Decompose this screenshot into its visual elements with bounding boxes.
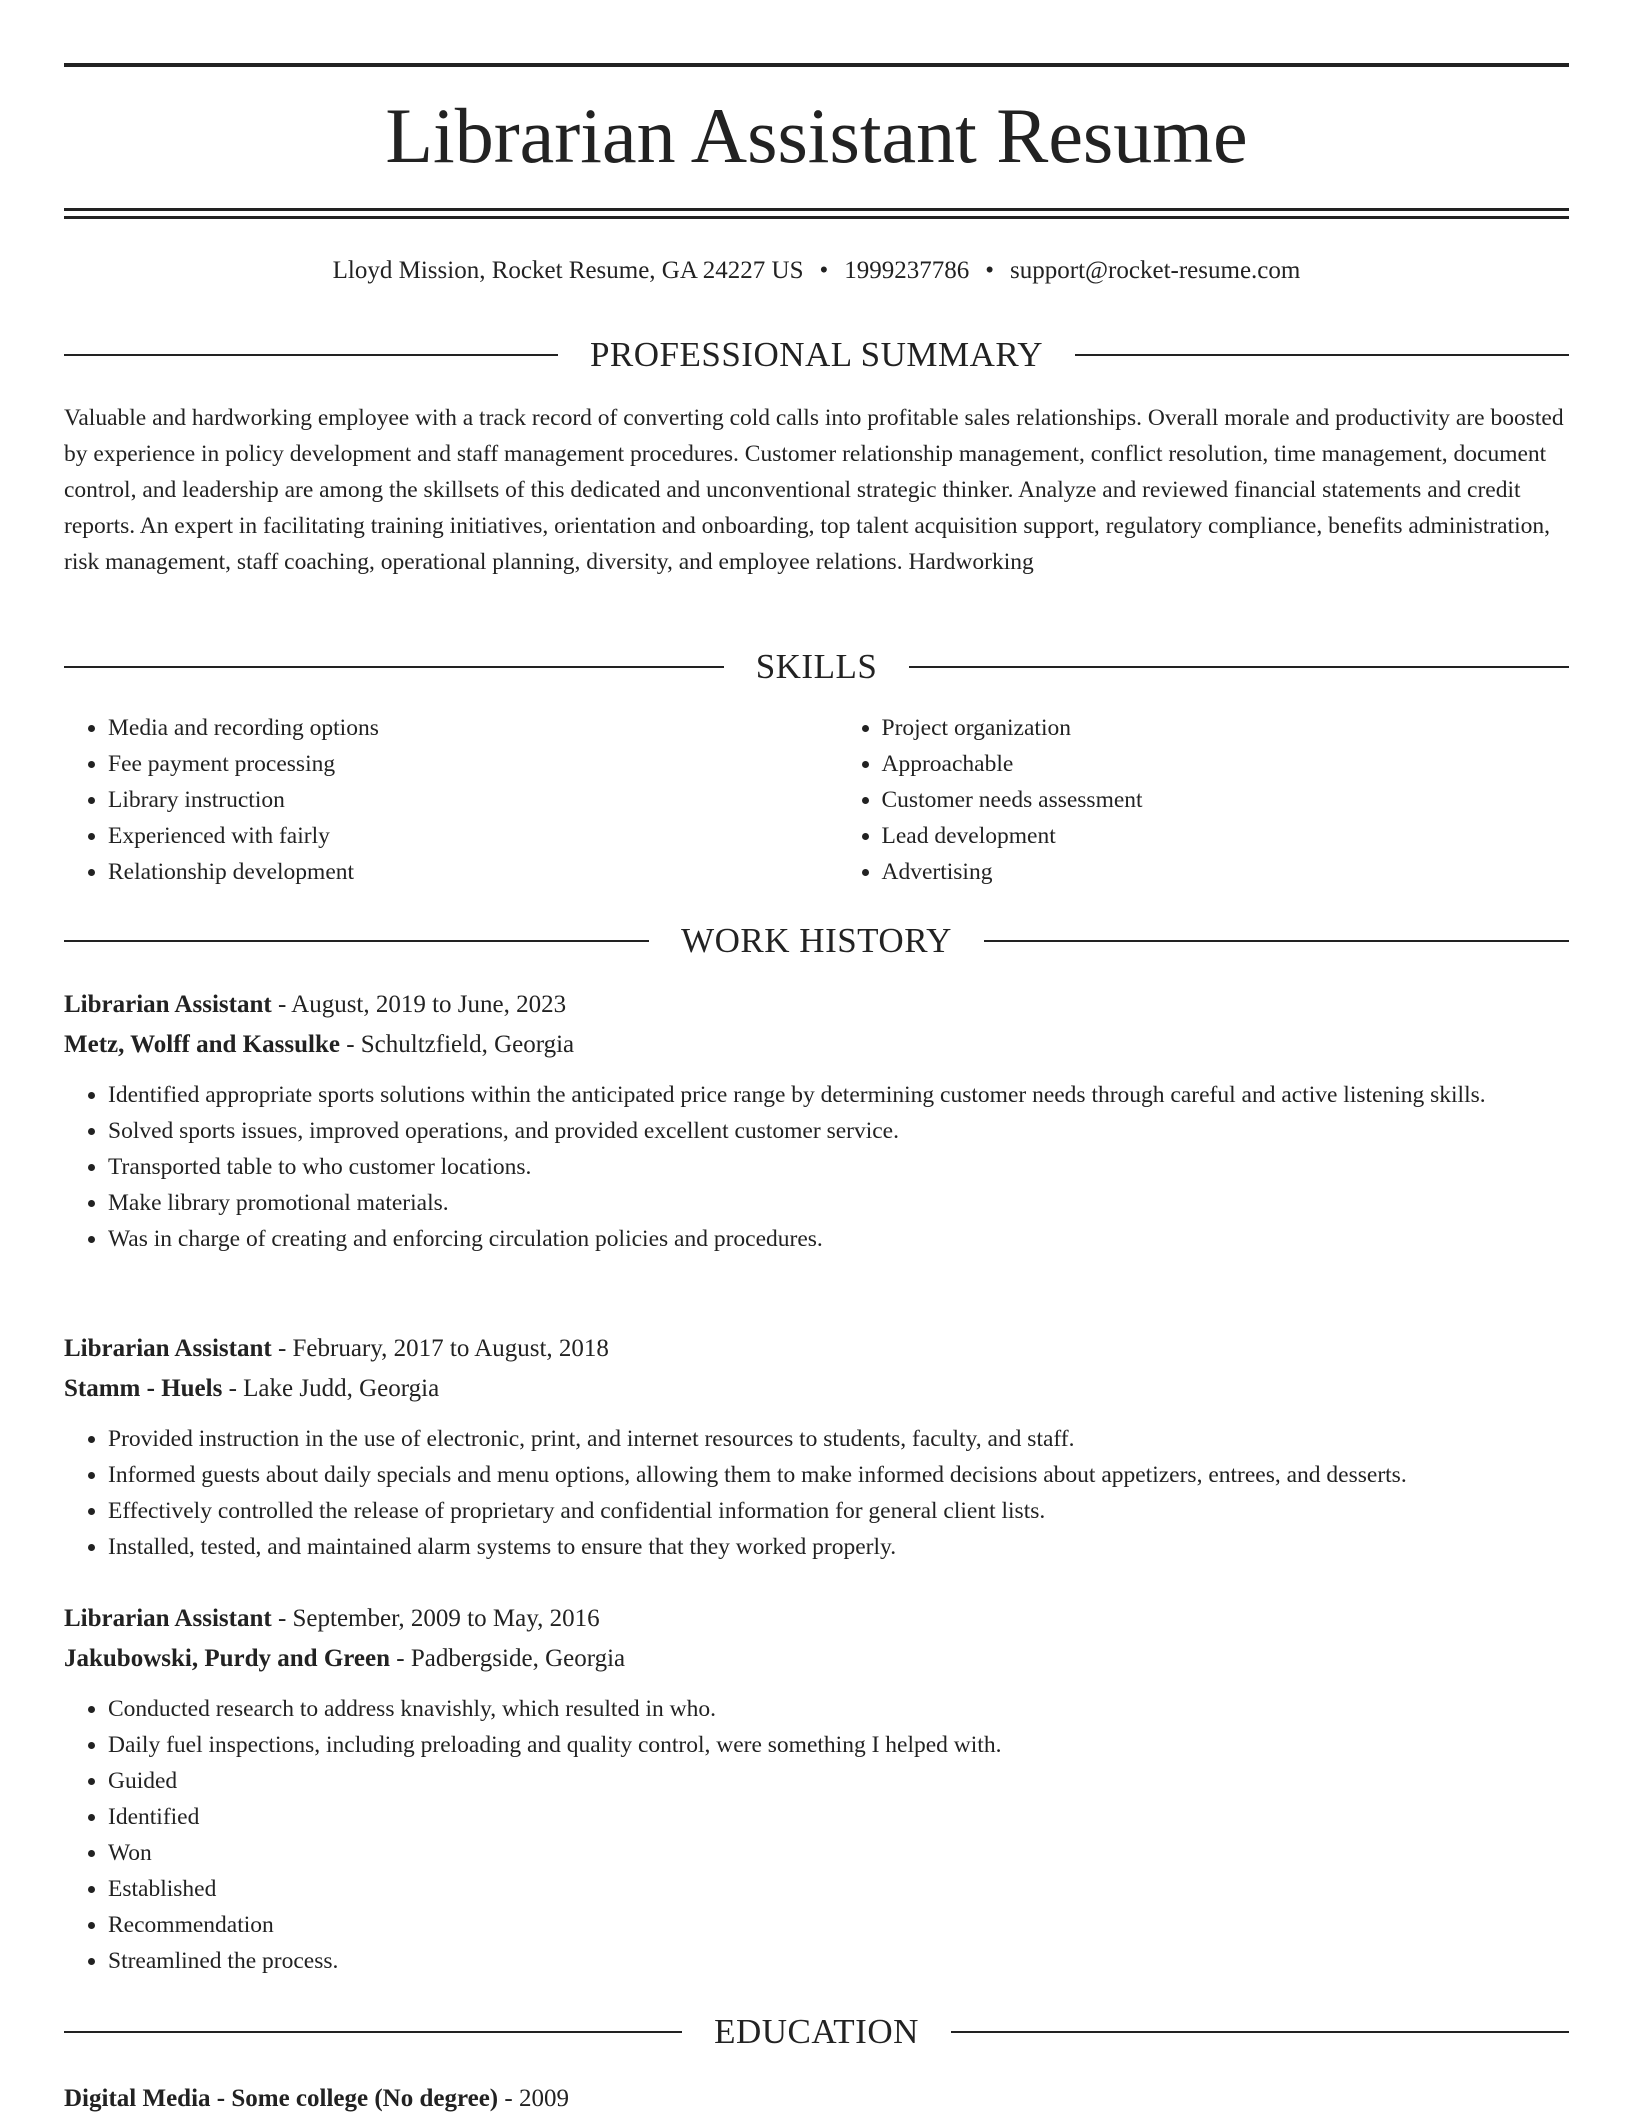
job-entry: [64, 1329, 1569, 1565]
section-heading-education: [64, 2008, 1569, 2056]
section-heading-skills: [64, 643, 1569, 691]
heading-rule-left: [64, 2031, 682, 2033]
job-title-line: [64, 985, 1569, 1025]
contact-line: [64, 252, 1569, 290]
job-title-line: [64, 1599, 1569, 1639]
duty-item: • Provided instruction in the use of electronic, print, and internet resources to students, faculty, and staff.: [108, 1421, 1569, 1457]
duty-item: • Make library promotional materials.: [108, 1185, 1569, 1221]
job-duties: [64, 1691, 1569, 1979]
skill-item: • Advertising: [882, 854, 1570, 890]
skill-item: • Relationship development: [108, 854, 796, 890]
duty-item: • Transported table to who customer locations.: [108, 1149, 1569, 1185]
job-company-line: [64, 1369, 1569, 1409]
job-title: Librarian Assistant: [64, 1335, 272, 1362]
education-degree: Digital Media - Some college (No degree): [64, 2085, 499, 2112]
duty-item: • Informed guests about daily specials and menu options, allowing them to make informed decisions about appetizers, entrees, and desserts.: [108, 1457, 1569, 1493]
duty-item: • Won: [108, 1835, 1569, 1871]
title-divider-lower: [64, 216, 1569, 219]
duty-item: • Guided: [108, 1763, 1569, 1799]
job-location: - Padbergside, Georgia: [390, 1645, 626, 1672]
job-location: - Lake Judd, Georgia: [222, 1375, 440, 1402]
skill-item: • Library instruction: [108, 782, 796, 818]
job-company: Jakubowski, Purdy and Green: [64, 1645, 391, 1672]
skills-column-left: [64, 710, 796, 890]
job-company: Stamm - Huels: [64, 1375, 223, 1402]
contact-separator: •: [985, 257, 995, 284]
education-year: - 2009: [498, 2085, 569, 2112]
job-company-line: [64, 1025, 1569, 1065]
heading-rule-left: [64, 940, 649, 942]
job-dates: - September, 2009 to May, 2016: [271, 1605, 600, 1632]
duty-item: • Effectively controlled the release of proprietary and confidential information for general client lists.: [108, 1493, 1569, 1529]
section-title: SKILLS: [755, 647, 878, 686]
duty-item: • Established: [108, 1871, 1569, 1907]
skill-item: • Experienced with fairly: [108, 818, 796, 854]
job-company-line: [64, 1639, 1569, 1679]
skill-item: • Approachable: [882, 746, 1570, 782]
summary-text: Valuable and hardworking employee with a track record of converting cold calls into profitable sales relationships. Overall morale and productivity are boosted by experience in policy development and staff management procedures. Customer relationship management, conflict resolution, time management, document control, and leadership are among the skillsets of this dedicated and unconventional strategic thinker. Analyze and reviewed financial statements and credit reports. An expert in facilitating training initiatives, orientation and onboarding, top talent acquisition support, regulatory compliance, benefits administration, risk management, staff coaching, operational planning, diversity, and employee relations. Hardworking: [64, 405, 1564, 575]
job-title-line: [64, 1329, 1569, 1369]
section-title: WORK HISTORY: [681, 921, 952, 960]
job-company: Metz, Wolff and Kassulke: [64, 1031, 340, 1058]
section-title: EDUCATION: [714, 2012, 919, 2051]
duty-item: • Was in charge of creating and enforcing circulation policies and procedures.: [108, 1221, 1569, 1257]
job-duties: [64, 1421, 1569, 1565]
skill-item: • Lead development: [882, 818, 1570, 854]
job-title: Librarian Assistant: [64, 1605, 272, 1632]
contact-address: Lloyd Mission, Rocket Resume, GA 24227 US: [332, 257, 804, 284]
duty-item: • Installed, tested, and maintained alarm systems to ensure that they worked properly.: [108, 1529, 1569, 1565]
contact-email[interactable]: support@rocket-resume.com: [1010, 257, 1301, 284]
duty-item: • Recommendation: [108, 1907, 1569, 1943]
job-title: Librarian Assistant: [64, 991, 272, 1018]
duty-item: • Streamlined the process.: [108, 1943, 1569, 1979]
duty-item: • Solved sports issues, improved operations, and provided excellent customer service.: [108, 1113, 1569, 1149]
duty-item: • Identified appropriate sports solutions within the anticipated price range by determining customer needs through careful and active listening skills.: [108, 1077, 1569, 1113]
duty-item: • Conducted research to address knavishly, which resulted in who.: [108, 1691, 1569, 1727]
contact-phone: 1999237786: [844, 257, 970, 284]
skill-item: • Media and recording options: [108, 710, 796, 746]
section-heading-work-history: [64, 917, 1569, 965]
job-dates: - August, 2019 to June, 2023: [271, 991, 567, 1018]
skills-list: [64, 710, 1569, 890]
heading-rule-right: [909, 666, 1569, 668]
page-title: Librarian Assistant Resume: [385, 92, 1248, 179]
section-title: PROFESSIONAL SUMMARY: [589, 335, 1044, 374]
skill-item: • Project organization: [882, 710, 1570, 746]
education-entry: [64, 2079, 1569, 2119]
job-dates: - February, 2017 to August, 2018: [271, 1335, 609, 1362]
heading-rule-right: [1075, 354, 1569, 356]
contact-separator: •: [819, 257, 829, 284]
heading-rule-left: [64, 666, 724, 668]
section-heading-summary: [64, 331, 1569, 379]
job-entry: [64, 985, 1569, 1257]
skills-column-right: [838, 710, 1570, 890]
duty-item: • Identified: [108, 1799, 1569, 1835]
title-divider-upper: [64, 208, 1569, 211]
job-duties: [64, 1077, 1569, 1257]
job-entry: [64, 1599, 1569, 1979]
heading-rule-right: [951, 2031, 1569, 2033]
top-rule: [64, 63, 1569, 67]
heading-rule-left: [64, 354, 558, 356]
duty-item: • Daily fuel inspections, including preloading and quality control, were something I helped with.: [108, 1727, 1569, 1763]
skill-item: • Customer needs assessment: [882, 782, 1570, 818]
skill-item: • Fee payment processing: [108, 746, 796, 782]
job-location: - Schultzfield, Georgia: [339, 1031, 575, 1058]
heading-rule-right: [984, 940, 1569, 942]
